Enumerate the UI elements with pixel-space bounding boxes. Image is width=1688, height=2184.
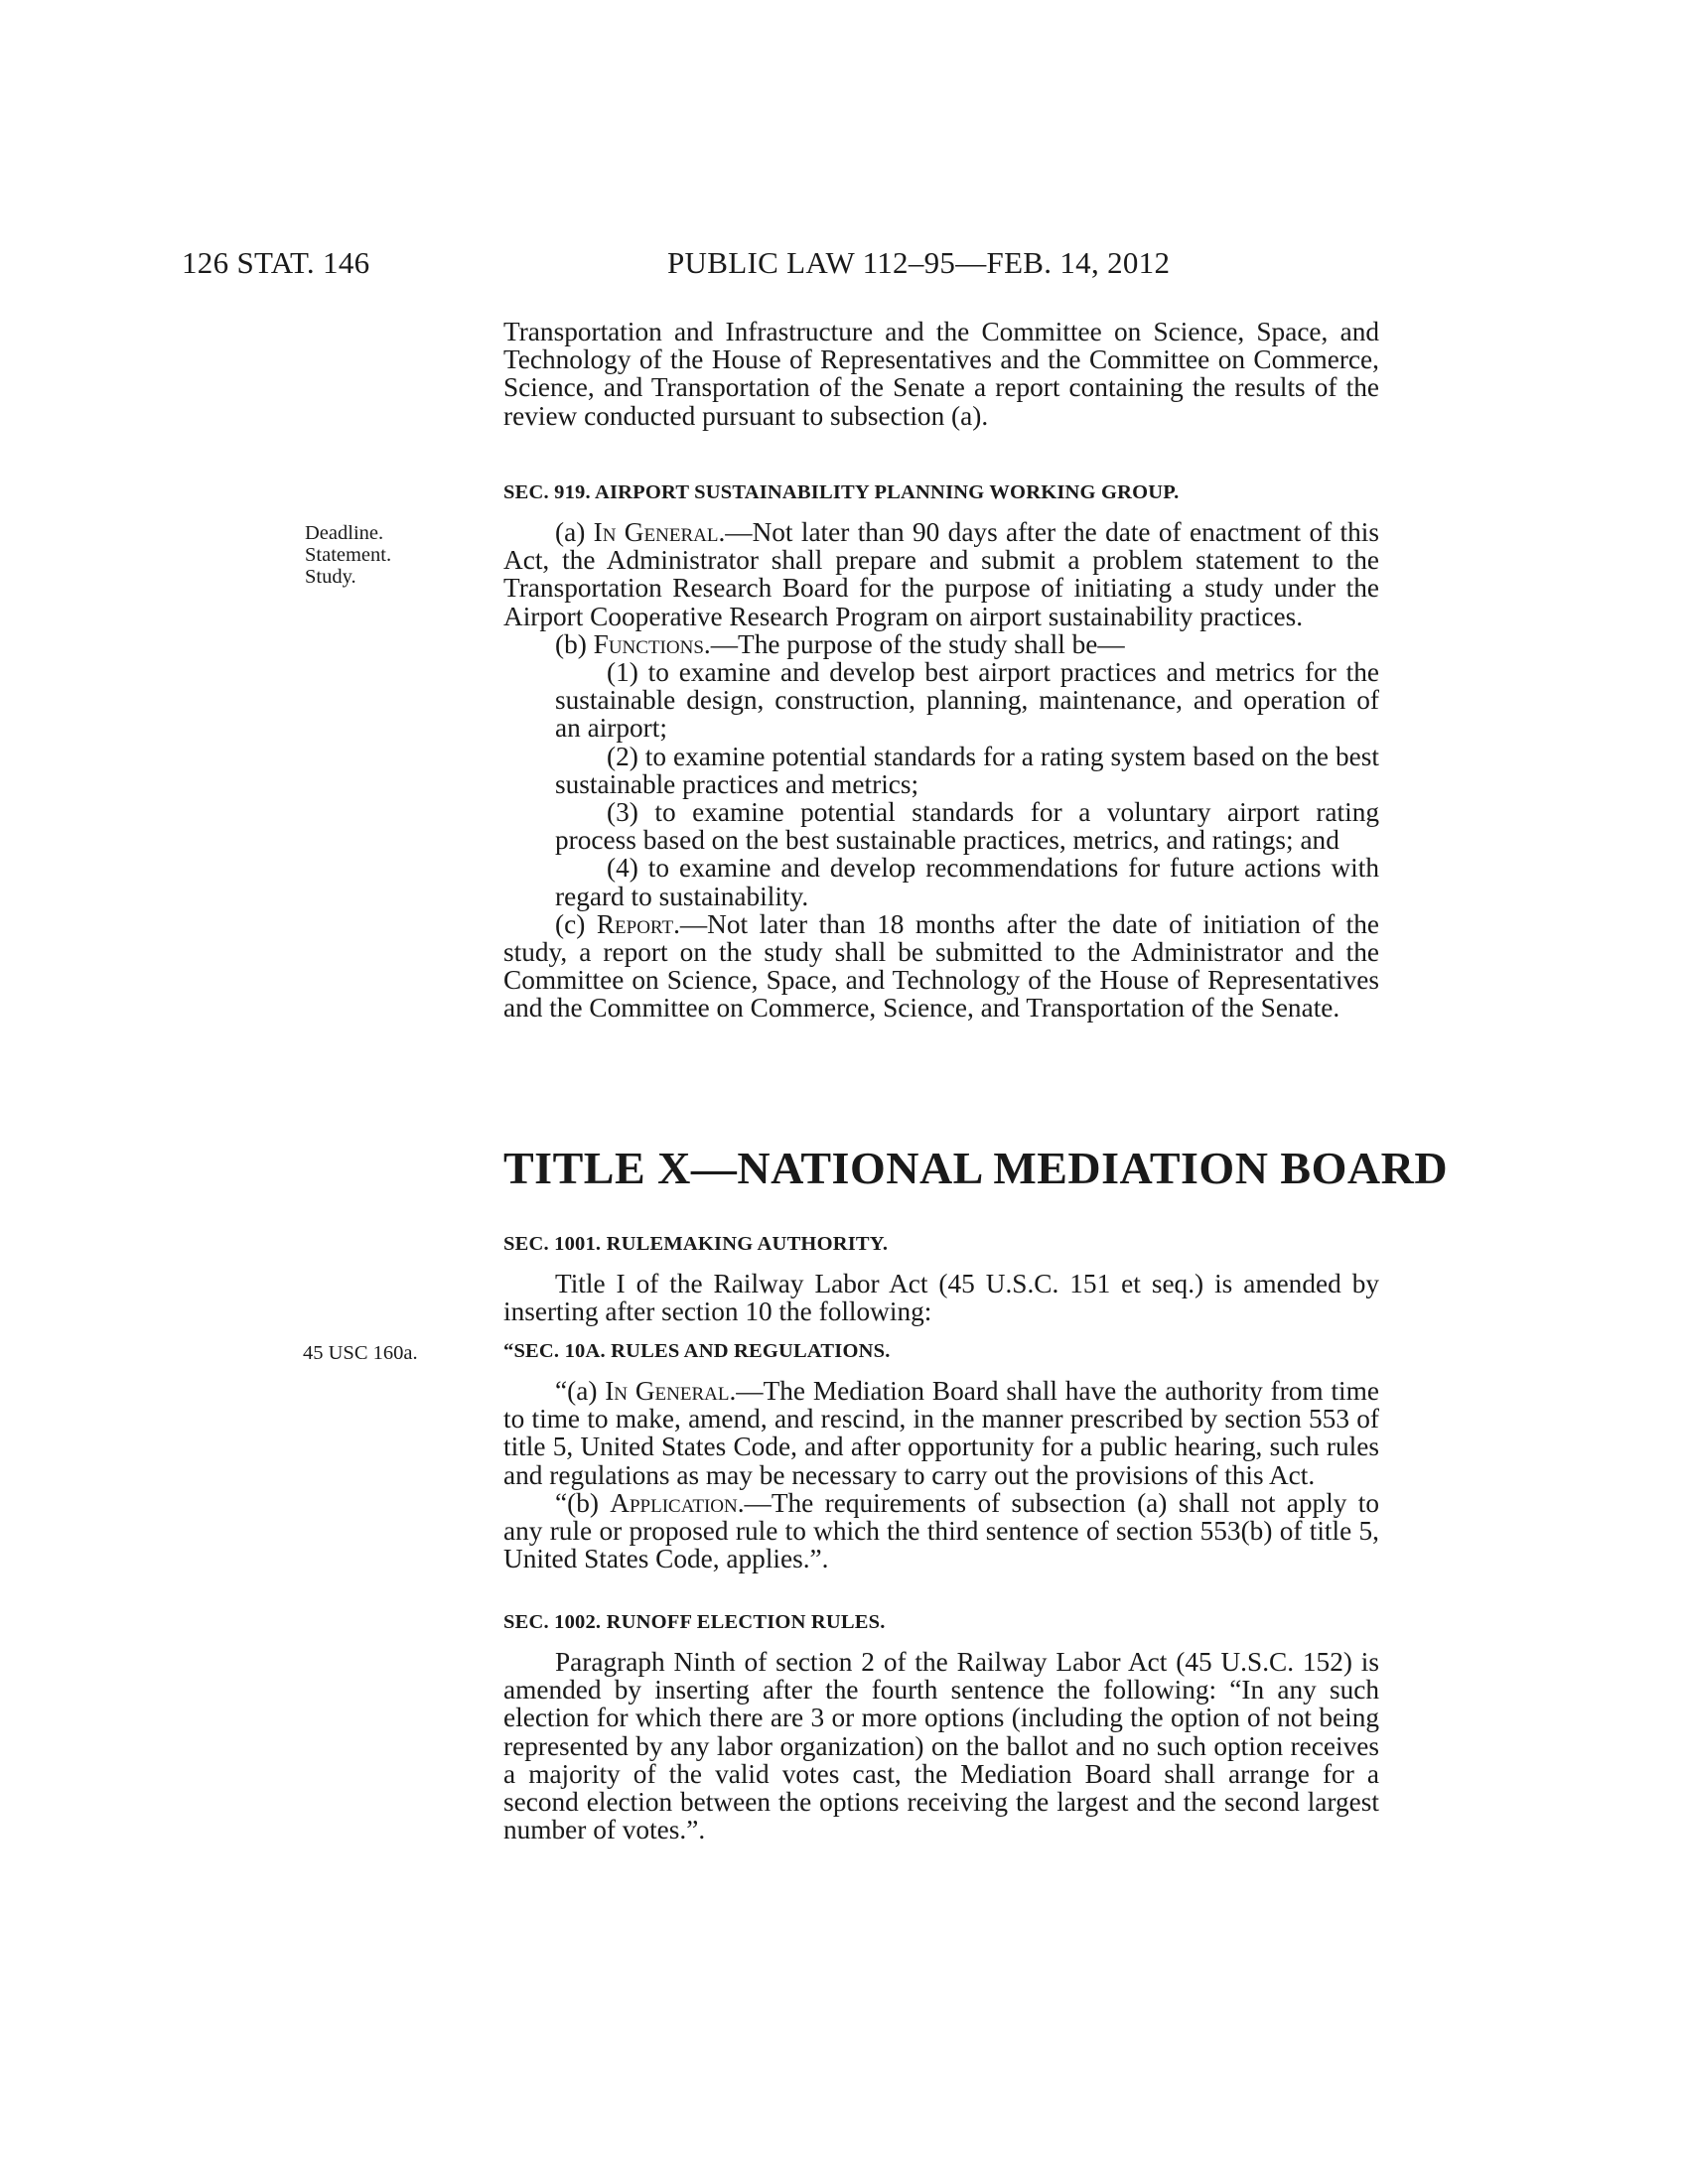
sec-1002-heading: SEC. 1002. RUNOFF ELECTION RULES.	[503, 1611, 886, 1633]
sec-919-heading-block	[503, 481, 1379, 504]
sec-10a-b-label: “(b)	[555, 1487, 611, 1518]
sec-1002-block	[503, 1611, 1379, 1843]
sec-10a-b-term: Application	[610, 1487, 738, 1518]
sec-919-item-3: (3) to examine potential standards for a voluntary airport rating process based on the best sustainable practices, metrics, and ratings; and	[555, 797, 1379, 856]
margin-note-study: Study.	[305, 566, 356, 588]
page-law-header: PUBLIC LAW 112–95—FEB. 14, 2012	[667, 245, 1171, 280]
subsection-b-term: Functions	[593, 628, 704, 659]
sec-10a-a-term: In General	[605, 1376, 730, 1406]
sec-10a-block	[503, 1340, 1379, 1572]
sec-1002-text: Paragraph Ninth of section 2 of the Railway Labor Act (45 U.S.C. 152) is amended by inserting after the fourth sentence the following: “In any such election for which there are 3 or more options (including the option of not being represented by any labor organization) on the ballot and no such option receives a majority of the valid votes cast, the Mediation Board shall arrange for a second election between the options receiving the largest and the second largest number of votes.”.	[503, 1647, 1379, 1845]
subsection-a-term: In General	[593, 517, 719, 547]
sec-10a-b-text: .—The requirements of subsection (a) shall not apply to any rule or proposed rule to which the third sentence of section 553(b) of title 5, United States Code, applies.”.	[503, 1487, 1379, 1574]
subsection-c-text: .—Not later than 18 months after the date of initiation of the study, a report on the study shall be submitted to the Administrator and the Committee on Science, Space, and Technology of the House of Representatives and the Committee on Commerce, Science, and Transportation of the Senate.	[503, 908, 1380, 1024]
subsection-c-label: (c)	[555, 908, 597, 939]
page-stat-citation: 126 STAT. 146	[182, 245, 370, 280]
sec-10a-heading: “SEC. 10A. RULES AND REGULATIONS.	[503, 1340, 891, 1362]
sec-10a-subsection-b	[503, 1489, 1379, 1573]
sec-919-heading: SEC. 919. AIRPORT SUSTAINABILITY PLANNING WORKING GROUP.	[503, 481, 1180, 503]
sec-919-body	[503, 518, 1379, 1023]
sec-1001-block	[503, 1233, 1379, 1325]
sec-919-margin-notes	[305, 522, 391, 588]
subsection-c-term: Report	[596, 908, 674, 939]
sec-919-item-2: (2) to examine potential standards for a rating system based on the best sustainable practices and metrics;	[555, 741, 1379, 799]
subsection-a-label: (a)	[555, 517, 594, 547]
sec-10a-a-label: “(a)	[555, 1376, 606, 1406]
sec-919-subsection-c	[503, 910, 1379, 1023]
title-x-heading: TITLE X—NATIONAL MEDIATION BOARD	[503, 1143, 1449, 1193]
margin-note-deadline: Deadline.	[305, 522, 384, 544]
subsection-b-label: (b)	[555, 628, 594, 659]
subsection-b-text: .—The purpose of the study shall be—	[703, 628, 1125, 659]
sec-10a-a-text: .—The Mediation Board shall have the authority from time to time to make, amend, and rescind, in the manner prescribed by section 553 of title 5, United States Code, and after opportunity for a public hearing, such rules and regulations as may be necessary to carry out the provisions of this Act.	[503, 1376, 1379, 1490]
sec-10a-margin-note: 45 USC 160a.	[303, 1342, 418, 1364]
subsection-a-text: .—Not later than 90 days after the date of enactment of this Act, the Administrator shall prepare and submit a problem statement to the Transportation Research Board for the purpose of initiating a study under the Airport Cooperative Research Program on airport sustainability practices.	[503, 517, 1379, 631]
intro-section	[503, 318, 1379, 430]
sec-919-subsection-a	[503, 518, 1379, 630]
sec-919-item-1: (1) to examine and develop best airport practices and metrics for the sustainable design, construction, planning, maintenance, and operation of an airport;	[555, 657, 1379, 744]
intro-paragraph: Transportation and Infrastructure and the Committee on Science, Space, and Technology of the House of Representatives and the Committee on Commerce, Science, and Transportation of the Senate a report containing the results of the review conducted pursuant to subsection (a).	[503, 317, 1379, 431]
sec-919-subsection-b	[503, 630, 1379, 658]
sec-10a-subsection-a	[503, 1377, 1379, 1489]
sec-1001-text: Title I of the Railway Labor Act (45 U.S.C. 151 et seq.) is amended by inserting after section 10 the following:	[503, 1269, 1379, 1327]
sec-919-item-4: (4) to examine and develop recommendations for future actions with regard to sustainability.	[555, 853, 1379, 911]
sec-1001-heading: SEC. 1001. RULEMAKING AUTHORITY.	[503, 1233, 889, 1255]
margin-note-statement: Statement.	[305, 544, 392, 566]
